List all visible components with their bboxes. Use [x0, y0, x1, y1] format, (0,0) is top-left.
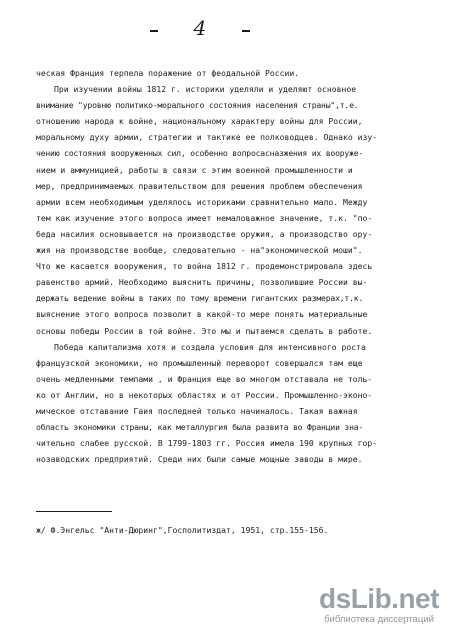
text-line: основы победы России в той войне. Это мы и пытаемся сделать в работе. [36, 325, 373, 336]
watermark-caption: библиотека диссертаций [324, 614, 434, 625]
page-number-dash-left [150, 30, 158, 32]
page-number-dash-right [242, 30, 250, 32]
page-number [150, 16, 250, 40]
text-line: армии всем необходимым уделялось историками сравнительно мало. Между [36, 196, 368, 207]
text-line: тем как изучение этого вопроса имеет немаловажное значение, т.к. "по- [36, 212, 373, 223]
text-line: Победа капитализма хотя и создала условия для интенсивного роста [54, 341, 366, 352]
text-line: чению состояния вооруженных сил, особенно вопросасназжения их вооруже- [36, 148, 364, 159]
text-line: беда насилия основывается на производстве оружия, а производство ору- [36, 228, 373, 239]
text-line: ко от Англии, но в некоторых областях и от России. Промышленно-эконо- [36, 389, 373, 400]
footnote-divider [36, 511, 112, 512]
text-line: область экономики страны, как металлургия была развита во Франции зна- [36, 422, 364, 433]
text-line: французской экономики, но промышленный переворот совершался там еще [36, 357, 363, 368]
text-line: жия на производстве вообще, следовательно - на"экономической моши". [36, 245, 363, 256]
text-line: держать ведение войны в таких по тому времени гигантских размерах,т.к. [36, 293, 364, 304]
text-line: При изучении войны 1812 г. историки уделяли и уделяют основное [54, 84, 357, 95]
body-text [36, 65, 426, 467]
text-line: мическое отставание Гаия последней только начиналось. Такая важная [36, 405, 358, 416]
text-line: чительно слабее русской. В 1799-1803 гг. Россия имела 190 крупных гор- [36, 438, 378, 449]
text-line: моральному духу армии, стратегии и тактике ее полководцев. Однако изу- [36, 132, 378, 143]
watermark-logo: dsLib.net [319, 583, 439, 614]
text-line: отношению народа к войне, национальному характеру войны для России, [36, 116, 363, 127]
text-line: внимание "уровню политико-морального состояния населения страны",т.е. [36, 100, 359, 111]
text-line: нием и аммуницией, работы в связи с этим военной промышленности и [36, 164, 353, 175]
text-line: выяснение этого вопроса позволит в какой-то мере понять материальные [36, 309, 368, 320]
footnote: ж/ Ф.Энгельс "Анти-Дюринг",Госполитиздат, 1951, стр.155-156. [36, 525, 329, 535]
watermark [318, 584, 440, 626]
page-number-value: 4 [193, 16, 207, 40]
text-line: ческая Франция терпела поражение от феодальной России. [36, 68, 300, 78]
text-line: очень медленными темпами , и Франция еще во многом отставала не толь- [36, 373, 373, 384]
text-line: нозаводских предприятий. Среди них были самые мощные заводы в мире. [36, 454, 363, 465]
text-line: равенство армий. Необходимо выяснить причины, позволившие России вы- [36, 277, 368, 288]
text-line: мер, предпринимаемых правительством для решения проблем обеспечения [36, 180, 363, 191]
text-line: Что же касается вооружения, то война 1812 г. продемонстрировала здесь [36, 261, 373, 272]
